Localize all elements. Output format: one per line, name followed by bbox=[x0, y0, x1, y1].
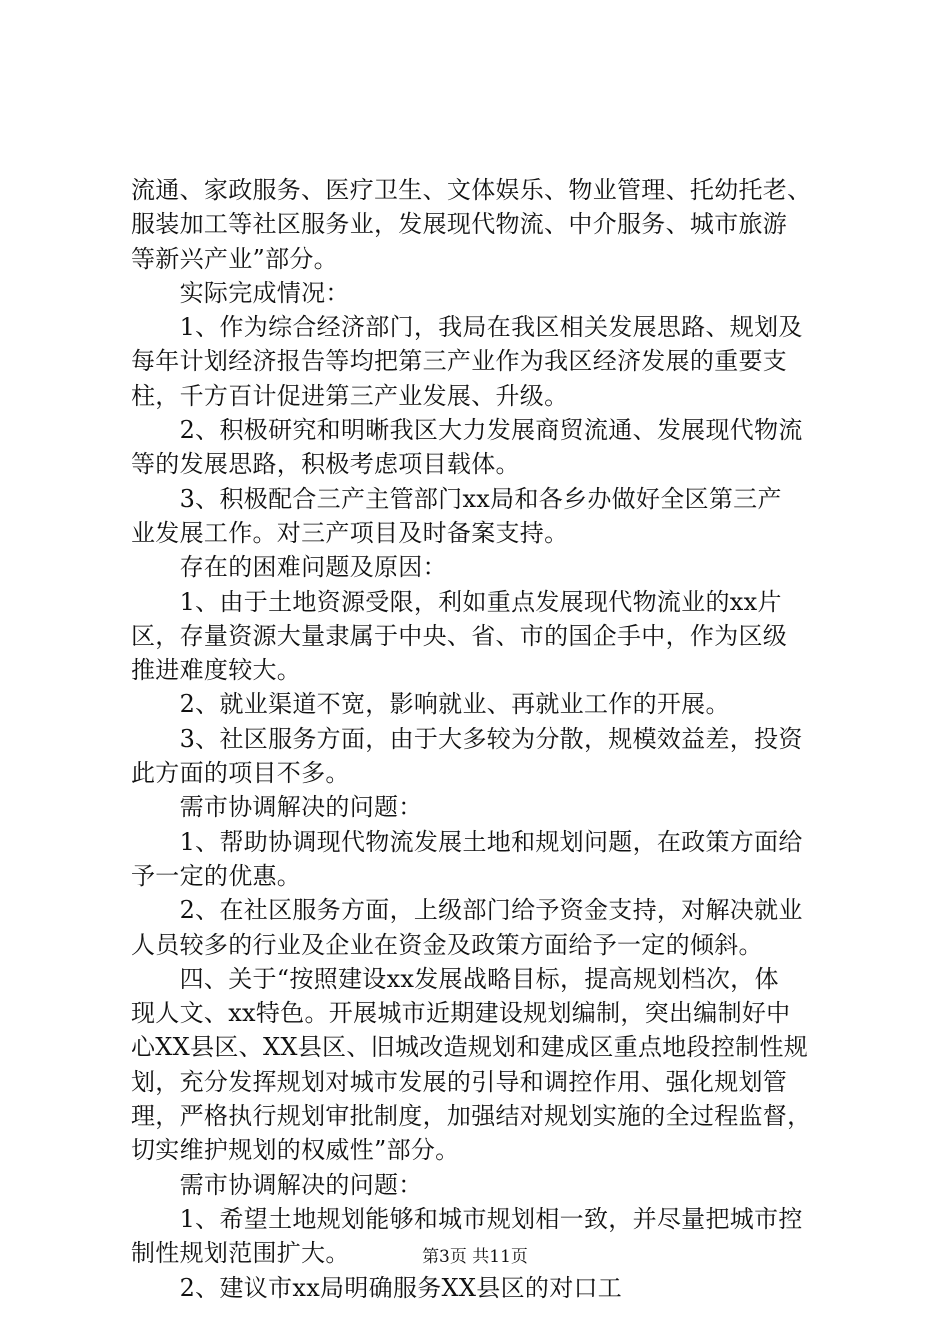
text-line: 2、在社区服务方面，上级部门给予资金支持，对解决就业 bbox=[131, 896, 803, 925]
text-line: 制性规划范围扩大。 bbox=[131, 1239, 350, 1268]
text-line: 推进难度较大。 bbox=[131, 656, 302, 685]
text-line: 理，严格执行规划审批制度，加强结对规划实施的全过程监督， bbox=[131, 1102, 812, 1131]
text-line: 心XX县区、XX县区、旧城改造规划和建成区重点地段控制性规 bbox=[131, 1033, 809, 1062]
text-line: 2、建议市xx局明确服务XX县区的对口工 bbox=[131, 1273, 623, 1302]
text-line: 服装加工等社区服务业，发展现代物流、中介服务、城市旅游 bbox=[131, 210, 788, 239]
text-line: 区，存量资源大量隶属于中央、省、市的国企手中，作为区级 bbox=[131, 621, 788, 650]
text-line: 此方面的项目不多。 bbox=[131, 759, 350, 788]
text-line: 等新兴产业”部分。 bbox=[131, 244, 338, 273]
text-line: 需市协调解决的问题： bbox=[131, 793, 423, 822]
text-line: 等的发展思路，积极考虑项目载体。 bbox=[131, 450, 520, 479]
text-line: 2、积极研究和明晰我区大力发展商贸流通、发展现代物流 bbox=[131, 416, 803, 445]
text-line: 每年计划经济报告等均把第三产业作为我区经济发展的重要支 bbox=[131, 347, 788, 376]
text-line: 人员较多的行业及企业在资金及政策方面给予一定的倾斜。 bbox=[131, 930, 763, 959]
text-line: 实际完成情况： bbox=[131, 278, 350, 307]
text-line: 现人文、xx特色。开展城市近期建设规划编制，突出编制好中 bbox=[131, 999, 791, 1028]
text-line: 需市协调解决的问题： bbox=[131, 1170, 423, 1199]
text-line: 柱，千方百计促进第三产业发展、升级。 bbox=[131, 381, 569, 410]
text-line: 2、就业渠道不宽，影响就业、再就业工作的开展。 bbox=[131, 690, 730, 719]
document-body bbox=[131, 173, 831, 1305]
text-line: 存在的困难问题及原因： bbox=[131, 553, 447, 582]
text-line: 3、积极配合三产主管部门xx局和各乡办做好全区第三产 bbox=[131, 484, 782, 513]
text-line: 四、关于“按照建设xx发展战略目标，提高规划档次，体 bbox=[131, 964, 779, 993]
text-line: 1、由于土地资源受限，利如重点发展现代物流业的xx片 bbox=[131, 587, 782, 616]
text-line: 1、希望土地规划能够和城市规划相一致，并尽量把城市控 bbox=[131, 1204, 803, 1233]
text-line: 予一定的优惠。 bbox=[131, 861, 302, 890]
text-line: 业发展工作。对三产项目及时备案支持。 bbox=[131, 518, 569, 547]
text-line: 3、社区服务方面，由于大多较为分散，规模效益差，投资 bbox=[131, 724, 803, 753]
text-line: 1、帮助协调现代物流发展土地和规划问题，在政策方面给 bbox=[131, 827, 803, 856]
text-line: 1、作为综合经济部门，我局在我区相关发展思路、规划及 bbox=[131, 313, 803, 342]
page-footer: 第3页 共11页 bbox=[422, 1247, 528, 1267]
text-line: 划，充分发挥规划对城市发展的引导和调控作用、强化规划管 bbox=[131, 1067, 788, 1096]
text-line: 流通、家政服务、医疗卫生、文体娱乐、物业管理、托幼托老、 bbox=[131, 176, 812, 204]
text-line: 切实维护规划的权威性”部分。 bbox=[131, 1136, 460, 1165]
